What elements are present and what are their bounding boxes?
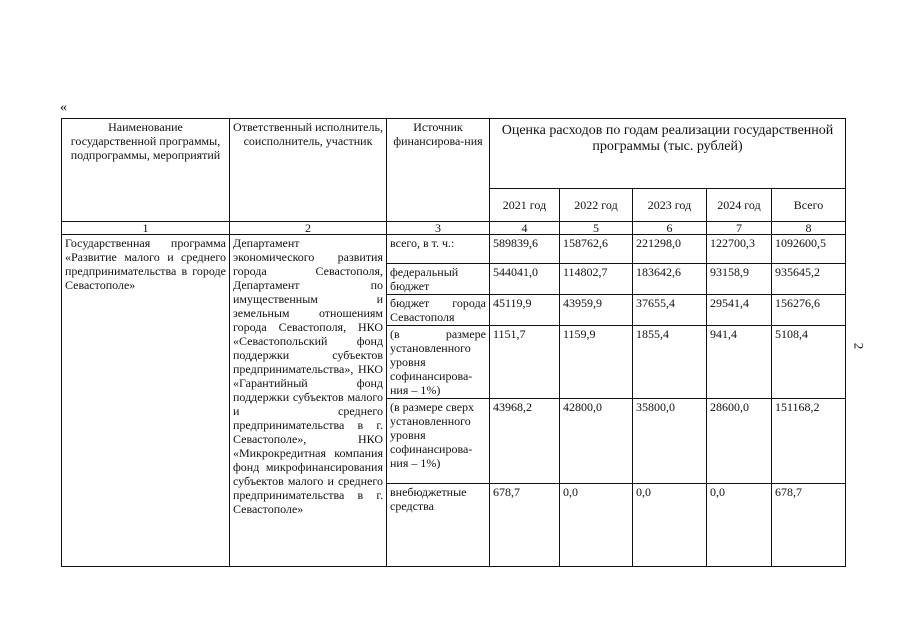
value-2023: 37655,4 <box>633 295 707 326</box>
value-2022: 42800,0 <box>560 399 633 484</box>
value-2021: 589839,6 <box>490 235 560 264</box>
value-2022: 114802,7 <box>560 264 633 295</box>
value-2021: 1151,7 <box>490 326 560 399</box>
value-2022: 1159,9 <box>560 326 633 399</box>
value-total: 5108,4 <box>772 326 846 399</box>
page-number: 2 <box>851 342 867 350</box>
open-quote-mark: « <box>60 100 67 115</box>
column-number: 7 <box>707 222 772 235</box>
value-total: 151168,2 <box>772 399 846 484</box>
value-2022: 43959,9 <box>560 295 633 326</box>
column-number: 6 <box>633 222 707 235</box>
column-number: 2 <box>230 222 387 235</box>
value-total: 935645,2 <box>772 264 846 295</box>
value-2021: 43968,2 <box>490 399 560 484</box>
value-2023: 0,0 <box>633 484 707 567</box>
value-2024: 941,4 <box>707 326 772 399</box>
source-cell: бюджет города Севастополя <box>387 295 490 326</box>
value-2024: 28600,0 <box>707 399 772 484</box>
header-estimate: Оценка расходов по годам реализации государственной программы (тыс. рублей) <box>490 119 846 189</box>
value-total: 156276,6 <box>772 295 846 326</box>
value-2024: 122700,3 <box>707 235 772 264</box>
value-2024: 0,0 <box>707 484 772 567</box>
column-number: 1 <box>62 222 230 235</box>
header-year-2022: 2022 год <box>560 189 633 222</box>
program-name-cell: Государственная программа «Развитие малого и среднего предпринимательства в городе Севастополе» <box>62 235 230 567</box>
header-program-name: Наименование государственной программы, подпрограммы, мероприятий <box>62 119 230 222</box>
value-2022: 158762,6 <box>560 235 633 264</box>
header-executor: Ответственный исполнитель, соисполнитель, участник <box>230 119 387 222</box>
value-2024: 29541,4 <box>707 295 772 326</box>
source-cell: (в размере установленного уровня софинансирова-ния – 1%) <box>387 326 490 399</box>
value-2023: 35800,0 <box>633 399 707 484</box>
header-year-2024: 2024 год <box>707 189 772 222</box>
value-total: 678,7 <box>772 484 846 567</box>
budget-table <box>61 118 846 567</box>
source-cell: всего, в т. ч.: <box>387 235 490 264</box>
header-source: Источник финансирова-ния <box>387 119 490 222</box>
source-cell: федеральный бюджет <box>387 264 490 295</box>
source-cell: (в размере сверх установленного уровня софинансирова-ния – 1%) <box>387 399 490 484</box>
column-number: 5 <box>560 222 633 235</box>
column-number: 3 <box>387 222 490 235</box>
value-2022: 0,0 <box>560 484 633 567</box>
value-2021: 678,7 <box>490 484 560 567</box>
column-number: 8 <box>772 222 846 235</box>
header-year-2023: 2023 год <box>633 189 707 222</box>
table-row-total <box>62 235 846 264</box>
value-2024: 93158,9 <box>707 264 772 295</box>
value-2023: 221298,0 <box>633 235 707 264</box>
value-2021: 45119,9 <box>490 295 560 326</box>
header-row-1 <box>62 119 846 189</box>
header-year-2021: 2021 год <box>490 189 560 222</box>
column-number: 4 <box>490 222 560 235</box>
value-2023: 1855,4 <box>633 326 707 399</box>
value-2021: 544041,0 <box>490 264 560 295</box>
executors-cell: Департамент экономического развития города Севастополя, Департамент по имущественным и земельным отношениям города Севастополя, НКО «Севастопольский фонд поддержки субъектов предпринимательства», НКО «Гарантийный фонд поддержки субъектов малого и среднего предпринимательства в г. Севастополе», НКО «Микрокредитная компания фонд микрофинансирования субъектов малого и среднего предпринимательства в г. Севастополе» <box>230 235 387 567</box>
source-cell: внебюджетные средства <box>387 484 490 567</box>
column-number-row <box>62 222 846 235</box>
value-total: 1092600,5 <box>772 235 846 264</box>
header-total: Всего <box>772 189 846 222</box>
value-2023: 183642,6 <box>633 264 707 295</box>
